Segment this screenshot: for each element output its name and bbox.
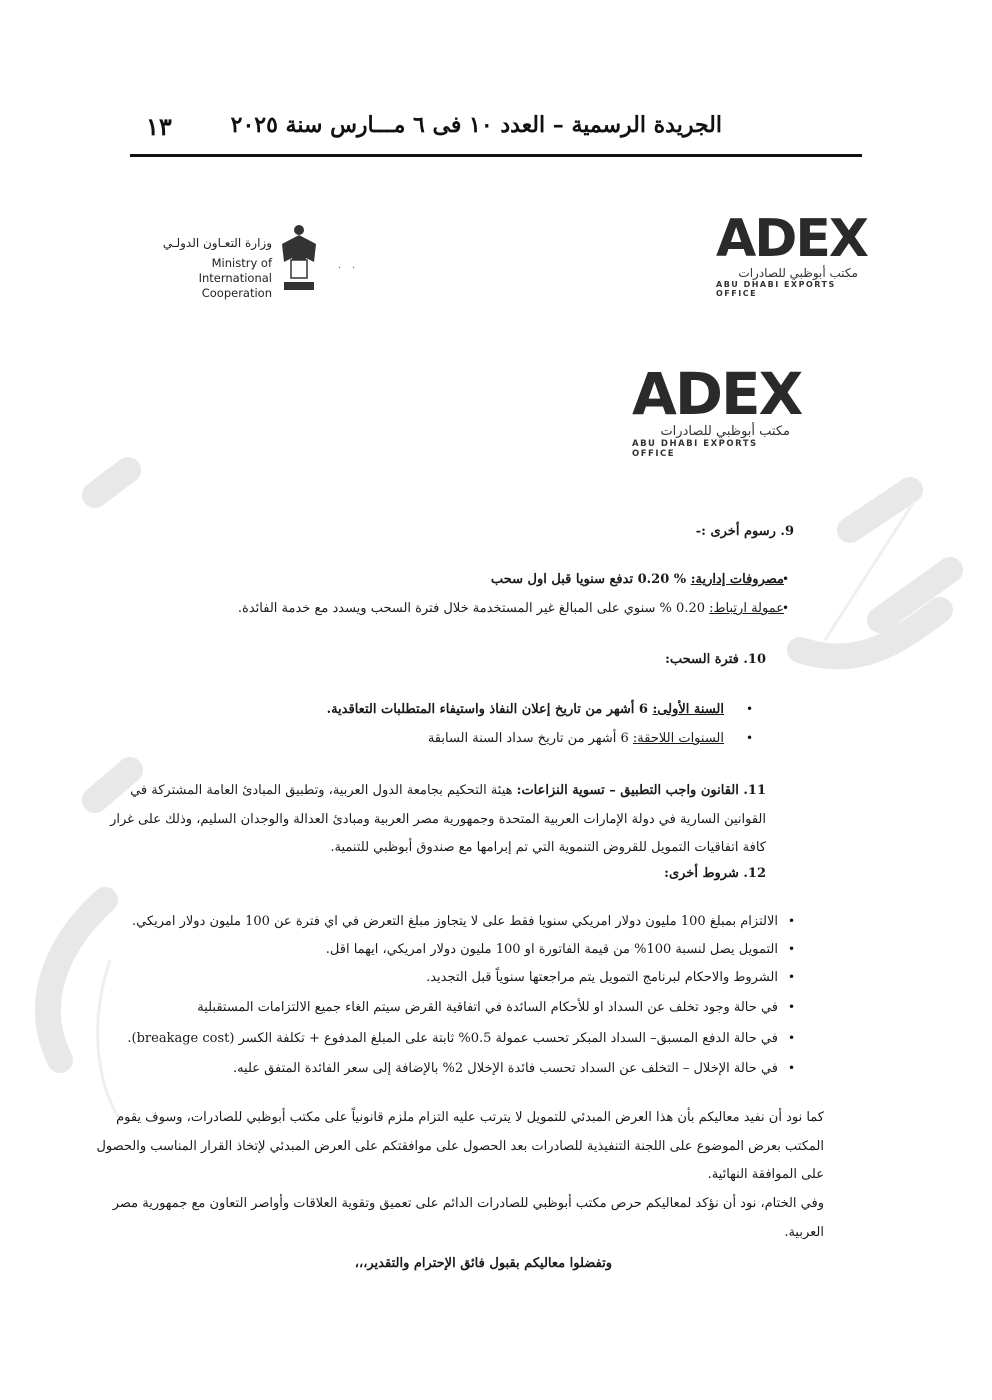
gazette-header-title: الجريدة الرسمية – العدد ١٠ فى ٦ مـــارس سنة ٢٠٢٥ [230,112,722,138]
bullet: • [782,572,790,586]
adex-arabic-name: مكتب أبوظبي للصادرات [738,266,858,280]
closing-p2-line2: العربية. [784,1225,824,1240]
section-11-heading: 11. القانون واجب التطبيق – تسوية النزاعات: [516,783,766,798]
item-text: 6 أشهر من تاريخ سداد السنة السابقة [427,731,633,746]
closing-p1-line2: المكتب بعرض الموضوع على اللجنة التنفيذية للصادرات بعد الحصول على موافقتكم على العرض المبدئي لإتخاذ القرار المناسب والحصول [96,1139,824,1154]
ministry-name-line2: Cooperation [201,286,272,300]
item-label: عمولة ارتباط: [709,601,784,616]
adex-wordmark: ADEX [716,209,868,269]
bullet: • [746,731,754,745]
item-label: مصروفات إدارية: [690,572,784,587]
list-item: في حالة وجود تخلف عن السداد او للأحكام السائدة في اتفاقية القرض سيتم الغاء جميع الالتزامات المستقبلية [197,1000,778,1015]
section-10-heading: 10. فترة السحب: [665,652,766,667]
adex-arabic-name: مكتب أبوظبي للصادرات [660,424,790,439]
list-item: الشروط والاحكام لبرنامج التمويل يتم مراجعتها سنوياً قبل التجديد. [426,970,778,985]
scan-dot: · [352,263,356,274]
bullet: • [788,942,796,956]
adex-english-name: ABU DHABI EXPORTS OFFICE [716,280,836,298]
list-item [428,731,724,746]
adex-logo-top [716,209,868,298]
item-text: 0.20 % سنوي على المبالغ غير المستخدمة خلال فترة السحب ويسدد مع خدمة الفائدة. [237,601,710,616]
item-text: 6 أشهر من تاريخ إعلان النفاذ واستيفاء المتطلبات التعاقدية. [326,702,653,717]
ministry-name-line1: Ministry of International [198,256,272,285]
list-item: التمويل يصل لنسبة 100% من قيمة الفاتورة او 100 مليون دولار امريكي، ايهما اقل. [325,942,778,957]
page-number: ١٣ [146,112,172,141]
scan-dot: · [338,263,342,274]
section-11-line-3: كافة اتفاقيات التمويل للقروض التنموية التي تم إبرامها مع صندوق أبوظبي للتنمية. [330,840,766,855]
bullet: • [788,1031,796,1045]
adex-english-name: ABU DHABI EXPORTS OFFICE [632,439,758,459]
bullet: • [782,601,790,615]
bullet: • [788,1061,796,1075]
bullet: • [788,1000,796,1014]
section-11-text: هيئة التحكيم بجامعة الدول العربية، وتطبيق المبادئ العامة المشتركة في [130,783,513,798]
closing-p1-line1: كما نود أن نفيد معاليكم بأن هذا العرض المبدئي للتمويل لا يترتب عليه التزام ملزم قانونياً على مكتب أبوظبي للصادرات، وسوف يقوم [116,1110,824,1125]
egypt-eagle-icon [278,222,320,294]
section-9-heading: 9. رسوم أخرى :- [695,524,794,539]
section-11-line-1 [130,783,766,798]
list-item: في حالة الإخلال – التخلف عن السداد تحسب فائدة الإخلال 2% بالإضافة إلى سعر الفائدة المتفق عليه. [232,1061,778,1076]
bullet: • [788,970,796,984]
item-label: السنوات اللاحقة: [632,731,724,746]
adex-wordmark: ADEX [632,360,802,428]
list-item: الالتزام بمبلغ 100 مليون دولار امريكي سنويا فقط على لا يتجاوز مبلغ التعرض في اي فترة عن 100 مليون دولار امريكي. [131,914,778,929]
closing-p1-line3: على الموافقة النهائية. [707,1167,824,1182]
closing-signoff: وتفضلوا معاليكم بقبول فائق الإحترام والتقدير،،، [354,1256,612,1271]
list-item [238,601,784,616]
bullet: • [746,702,754,716]
ministry-name-arabic: وزارة التعـاون الدولـي [162,236,272,250]
header-rule [130,154,862,157]
list-item [327,702,724,717]
closing-p2-line1: وفي الختام، نود أن نؤكد لمعاليكم حرص مكتب أبوظبي للصادرات الدائم على تعميق وتقوية العلاقات وأواصر التعاون مع جمهورية مصر [112,1196,824,1211]
item-text: % 0.20 تدفع سنويا قبل اول سحب [490,572,691,587]
adex-logo-main [632,360,802,459]
list-item: في حالة الدفع المسبق– السداد المبكر تحسب عمولة 0.5% ثابتة على المبلغ المدفوع + تكلفة الكسر (breakage cost). [127,1031,778,1046]
section-11-line-2: القوانين السارية في دولة الإمارات العربية المتحدة وجمهورية مصر العربية ومبادئ العدالة والوجدان السليم، وذلك على غرار [110,812,766,827]
section-12-heading: 12. شروط أخرى: [664,866,766,881]
ministry-name-english [146,256,272,301]
bullet: • [788,914,796,928]
item-label: السنة الأولى: [652,702,724,717]
list-item [491,572,784,587]
